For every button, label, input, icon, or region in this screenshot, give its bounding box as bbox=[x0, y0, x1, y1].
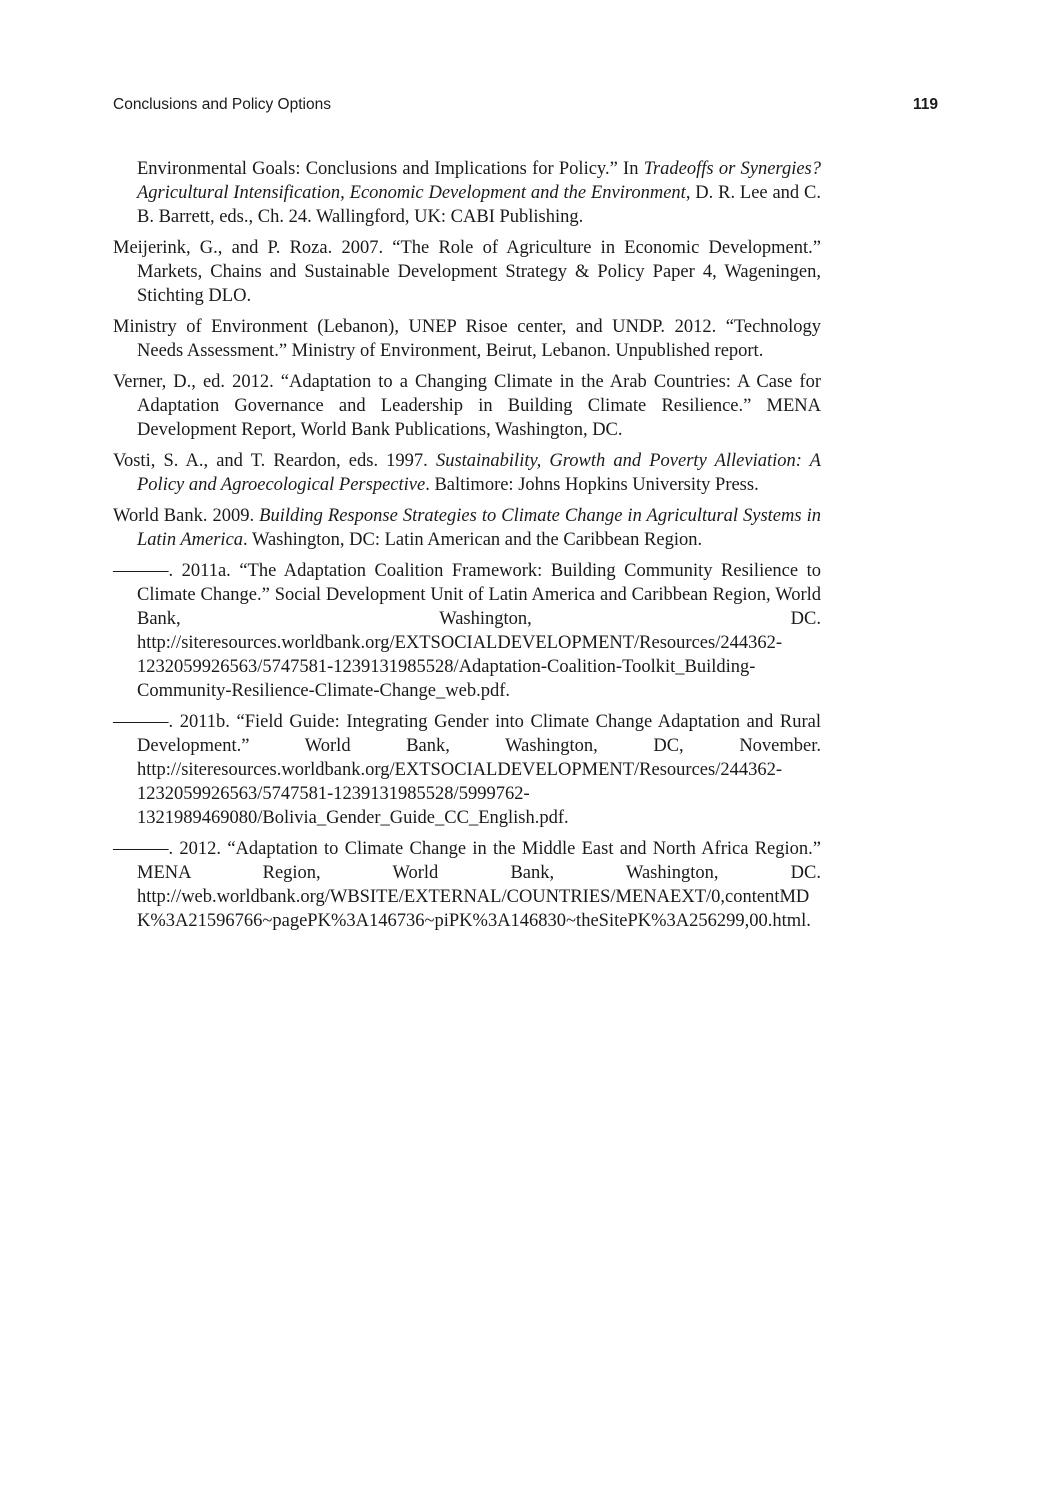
reference-title-italic: Sustainability, Growth and Poverty Alleviation: A Policy and Agroecological Perspective bbox=[137, 451, 821, 495]
reference-text: , D. R. Lee and C. B. Barrett, eds., Ch. 24. Wallingford, UK: CABI Publishing. bbox=[137, 183, 821, 227]
reference-list bbox=[113, 157, 821, 940]
reference-entry-ministry-of-environment: Ministry of Environment (Lebanon), UNEP Risoe center, and UNDP. 2012. “Technology Needs Assessment.” Ministry of Environment, Beirut, Lebanon. Unpublished report. bbox=[113, 317, 821, 361]
reference-entry-continued bbox=[113, 157, 821, 229]
reference-entry-world-bank-2011b: ———. 2011b. “Field Guide: Integrating Gender into Climate Change Adaptation and Rural Development.” World Bank, Washington, DC, November. http://siteresources.worldbank.org/EXTSOCIALDEVELOPMENT/Resources/244362-1232059926563/5747581-1239131985528/5999762-1321989469080/Bolivia_Gender_Guide_CC_English.pdf. bbox=[113, 712, 821, 828]
reference-title-italic: Tradeoffs or Synergies? Agricultural Intensification, Economic Development and the Environment bbox=[137, 159, 821, 203]
reference-entry-world-bank-2011a: ———. 2011a. “The Adaptation Coalition Framework: Building Community Resilience to Climate Change.” Social Development Unit of Latin America and Caribbean Region, World Bank, Washington, DC. http://siteresources.worldbank.org/EXTSOCIALDEVELOPMENT/Resources/244362-1232059926563/5747581-1239131985528/Adaptation-Coalition-Toolkit_Building-Community-Resilience-Climate-Change_web.pdf. bbox=[113, 561, 821, 701]
reference-text: . Baltimore: Johns Hopkins University Press. bbox=[425, 475, 759, 495]
reference-text: . Washington, DC: Latin American and the Caribbean Region. bbox=[243, 530, 703, 550]
reference-entry-meijerink: Meijerink, G., and P. Roza. 2007. “The Role of Agriculture in Economic Development.” Markets, Chains and Sustainable Development Strategy & Policy Paper 4, Wageningen, Stichting DLO. bbox=[113, 238, 821, 306]
reference-entry-world-bank-2009 bbox=[113, 504, 821, 552]
reference-text: Environmental Goals: Conclusions and Implications for Policy.” In bbox=[137, 159, 644, 179]
running-title: Conclusions and Policy Options bbox=[113, 96, 331, 113]
reference-text: World Bank. 2009. bbox=[113, 506, 260, 526]
reference-entry-verner: Verner, D., ed. 2012. “Adaptation to a Changing Climate in the Arab Countries: A Case for Adaptation Governance and Leadership in Building Climate Resilience.” MENA Development Report, World Bank Publications, Washington, DC. bbox=[113, 372, 821, 440]
running-header bbox=[113, 96, 938, 118]
reference-title-italic: Building Response Strategies to Climate Change in Agricultural Systems in Latin America bbox=[137, 506, 821, 550]
reference-entry-world-bank-2012: ———. 2012. “Adaptation to Climate Change in the Middle East and North Africa Region.” MENA Region, World Bank, Washington, DC. http://web.worldbank.org/WBSITE/EXTERNAL/COUNTRIES/MENAEXT/0,contentMDK%3A21596766~pagePK%3A146736~piPK%3A146830~theSitePK%3A256299,00.html. bbox=[113, 839, 821, 931]
page-number: 119 bbox=[912, 96, 938, 113]
reference-entry-vosti bbox=[113, 449, 821, 497]
reference-text: Vosti, S. A., and T. Reardon, eds. 1997. bbox=[113, 451, 436, 471]
